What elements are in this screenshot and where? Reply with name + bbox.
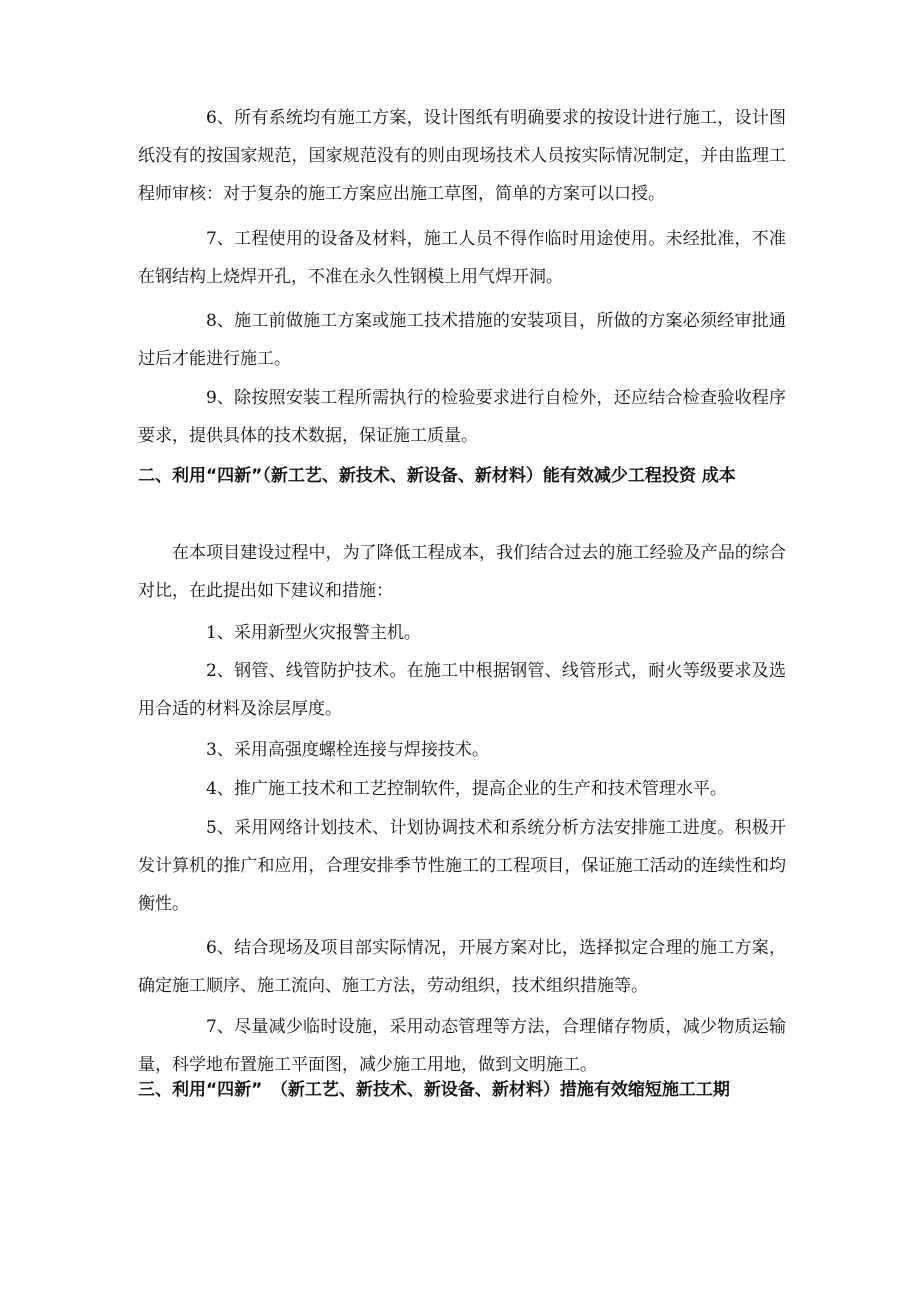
item-text: 工程使用的设备及材料，施工人员不得作临时用途使用。未经批准，不准在钢结构上烧焊开孔，不准在永久性钢模上用气焊开洞。 [138, 229, 786, 287]
item-text: 采用网络计划技术、计划协调技术和系统分析方法安排施工进度。积极开发计算机的推广和应用，合理安排季节性施工的工程项目，保证施工活动的连续性和均衡性。 [138, 818, 786, 914]
list-item [138, 302, 786, 378]
item-number: 7、 [206, 229, 234, 249]
item-text: 结合现场及项目部实际情况，开展方案对比，选择拟定合理的施工方案，确定施工顺序、施工流向、施工方法，劳动组织，技术组织措施等。 [138, 938, 786, 996]
item-number: 1、 [206, 623, 234, 643]
item-text: 采用高强度螺栓连接与焊接技术。 [233, 740, 489, 760]
item-number: 6、 [206, 938, 234, 958]
item-number: 4、 [206, 779, 234, 799]
list-item [138, 220, 786, 296]
item-number: 7、 [206, 1017, 234, 1037]
list-item [138, 99, 786, 213]
list-item [138, 929, 786, 1005]
item-number: 5、 [206, 818, 234, 838]
item-text: 所有系统均有施工方案，设计图纸有明确要求的按设计进行施工，设计图纸没有的按国家规范，国家规范没有的则由现场技术人员按实际情况制定，并由监理工程师审核：对于复杂的施工方案应出施工草图，简单的方案可以口授。 [138, 108, 786, 204]
list-item [138, 809, 786, 923]
item-text: 施工前做施工方案或施工技术措施的安装项目，所做的方案必须经审批通过后才能进行施工。 [138, 311, 786, 369]
item-number: 8、 [206, 311, 234, 331]
list-item [138, 614, 786, 652]
item-number: 2、 [206, 661, 234, 681]
item-number: 6、 [206, 108, 234, 128]
item-number: 9、 [206, 388, 234, 408]
list-item [138, 379, 786, 455]
item-text: 推广施工技术和工艺控制软件，提高企业的生产和技术管理水平。 [233, 779, 727, 799]
section-intro: 在本项目建设过程中，为了降低工程成本，我们结合过去的施工经验及产品的综合对比，在此提出如下建议和措施： [138, 543, 786, 601]
list-item [138, 652, 786, 728]
item-text: 钢管、线管防护技术。在施工中根据钢管、线管形式，耐火等级要求及选用合适的材料及涂层厚度。 [138, 661, 786, 719]
item-text: 尽量减少临时设施，采用动态管理等方法，合理储存物质，减少物质运输量，科学地布置施工平面图，减少施工用地，做到文明施工。 [138, 1017, 786, 1075]
section-heading: 二、利用“四新”（新工艺、新技术、新设备、新材料）能有效减少工程投资 成本 [138, 466, 736, 486]
item-text: 除按照安装工程所需执行的检验要求进行自检外，还应结合检查验收程序要求，提供具体的技术数据，保证施工质量。 [138, 388, 786, 446]
section-heading: 三、利用“四新” （新工艺、新技术、新设备、新材料）措施有效缩短施工工期 [138, 1080, 730, 1100]
list-item [138, 731, 786, 769]
list-item [138, 770, 786, 808]
item-text: 采用新型火灾报警主机。 [233, 623, 421, 643]
item-number: 3、 [206, 740, 234, 760]
